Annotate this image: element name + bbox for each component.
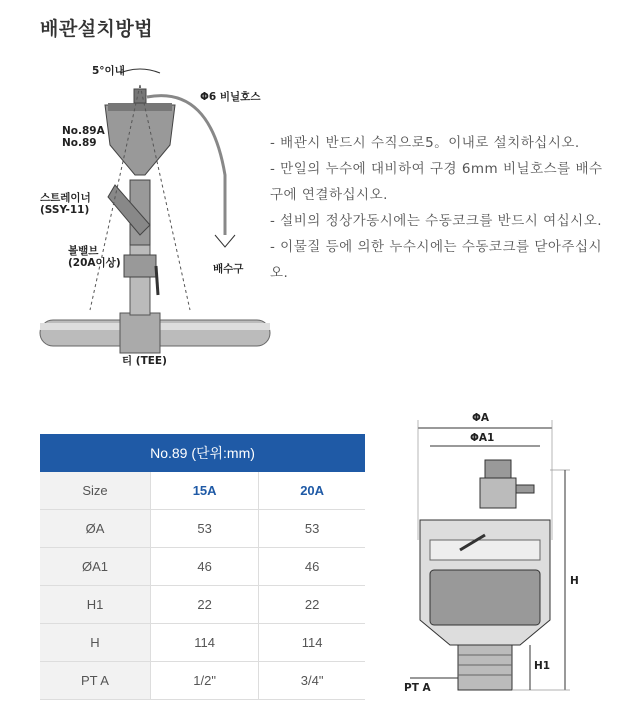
dim-h1-label: H1: [534, 660, 551, 672]
cell-20a: 3/4": [259, 662, 365, 700]
page-title: 배관설치방법: [40, 18, 154, 40]
table-header: No.89 (단위:mm): [40, 434, 365, 472]
cell-20a: 22: [259, 586, 365, 624]
drain-label: 배수구: [213, 263, 244, 275]
table-row: [40, 548, 365, 586]
cell-15a: 22: [151, 586, 259, 624]
installation-diagram: [30, 55, 280, 375]
note-item: - 배관시 반드시 수직으로5。이내로 설치하십시오.: [270, 135, 580, 151]
table-row: [40, 510, 365, 548]
table-row: [40, 662, 365, 700]
model-label: No.89A No.89: [62, 125, 105, 149]
table-row: [40, 586, 365, 624]
spec-table: [40, 434, 365, 700]
cell-20a: 46: [259, 548, 365, 586]
table-row: [40, 472, 365, 510]
strainer-label: 스트레이너 (SSY-11): [40, 192, 91, 216]
cell-15a: 1/2": [151, 662, 259, 700]
cell-20a: 114: [259, 624, 365, 662]
row-label: ØA1: [40, 548, 151, 586]
dimension-diagram: [400, 410, 600, 710]
cell-20a: 53: [259, 510, 365, 548]
row-label: ØA: [40, 510, 151, 548]
note-item: - 설비의 정상가동시에는 수동코크를 반드시 여십시오.: [270, 213, 603, 229]
installation-notes: [270, 130, 605, 286]
column-15a: 15A: [151, 472, 259, 510]
dim-a-label: ΦA: [472, 412, 490, 424]
row-label: H: [40, 624, 151, 662]
dim-a1-label: ΦA1: [470, 432, 495, 444]
ballvalve-label: 볼밸브 (20A이상): [68, 245, 121, 269]
note-item: - 이물질 등에 의한 누수시에는 수동코크를 닫아주십시오.: [270, 239, 603, 281]
tee-label: 티 (TEE): [122, 355, 167, 367]
hose-label: Φ6 비닐호스: [200, 91, 261, 103]
table-row: [40, 624, 365, 662]
column-20a: 20A: [259, 472, 365, 510]
row-label: Size: [40, 472, 151, 510]
dim-pta-label: PT A: [404, 682, 431, 694]
angle-label: 5°이내: [92, 65, 125, 77]
dimension-drawing: [400, 410, 600, 710]
cell-15a: 53: [151, 510, 259, 548]
note-item: - 만일의 누수에 대비하여 구경 6mm 비닐호스를 배수구에 연결하십시오.: [270, 161, 603, 203]
cell-15a: 46: [151, 548, 259, 586]
dim-h-label: H: [570, 575, 579, 587]
cell-15a: 114: [151, 624, 259, 662]
row-label: H1: [40, 586, 151, 624]
row-label: PT A: [40, 662, 151, 700]
